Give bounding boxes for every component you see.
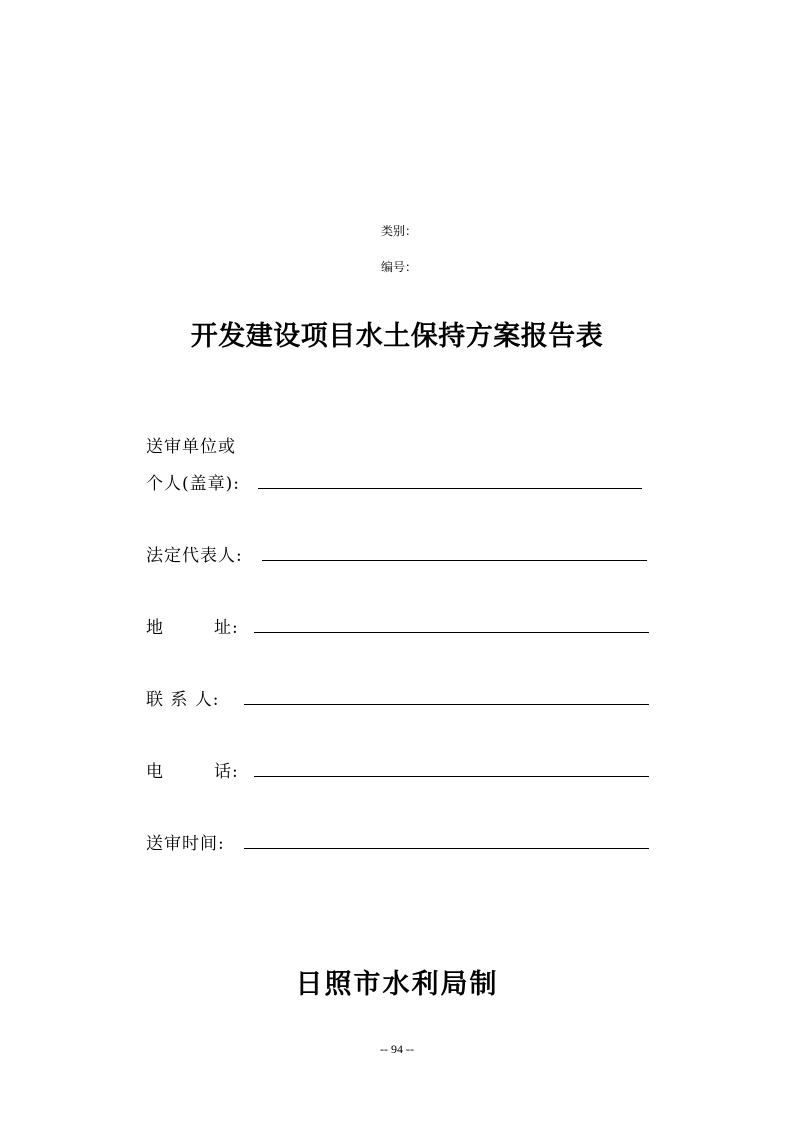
number-field bbox=[0, 258, 794, 275]
submitter-field[interactable] bbox=[258, 488, 642, 489]
address-label-char1: 地 bbox=[146, 618, 164, 638]
category-label: 类别： bbox=[380, 224, 417, 238]
phone-label bbox=[146, 757, 164, 782]
phone-label-tail: 话: bbox=[214, 762, 239, 782]
legal-rep-label: 法定代表人: bbox=[146, 546, 243, 566]
legal-rep-field[interactable] bbox=[262, 560, 647, 561]
submitter-label-line2: 个人(盖章): bbox=[146, 474, 240, 494]
issuing-organization: 日照市水利局制 bbox=[295, 969, 499, 1000]
phone-field[interactable] bbox=[254, 776, 649, 777]
document-title: 开发建设项目水土保持方案报告表 bbox=[190, 321, 604, 352]
contact-field[interactable] bbox=[244, 704, 649, 705]
page-number: -- 94 -- bbox=[380, 1042, 414, 1056]
submit-time-field[interactable] bbox=[244, 848, 649, 849]
phone-label-char1: 电 bbox=[146, 762, 164, 782]
contact-label: 联 系 人: bbox=[146, 690, 220, 710]
address-label bbox=[146, 613, 164, 638]
submitter-label-line1: 送审单位或 bbox=[146, 437, 236, 457]
address-field[interactable] bbox=[254, 632, 649, 633]
category-field bbox=[0, 222, 794, 239]
number-label: 编号： bbox=[380, 260, 417, 274]
address-label-tail: 址: bbox=[214, 618, 239, 638]
submit-time-label: 送审时间: bbox=[146, 834, 225, 854]
